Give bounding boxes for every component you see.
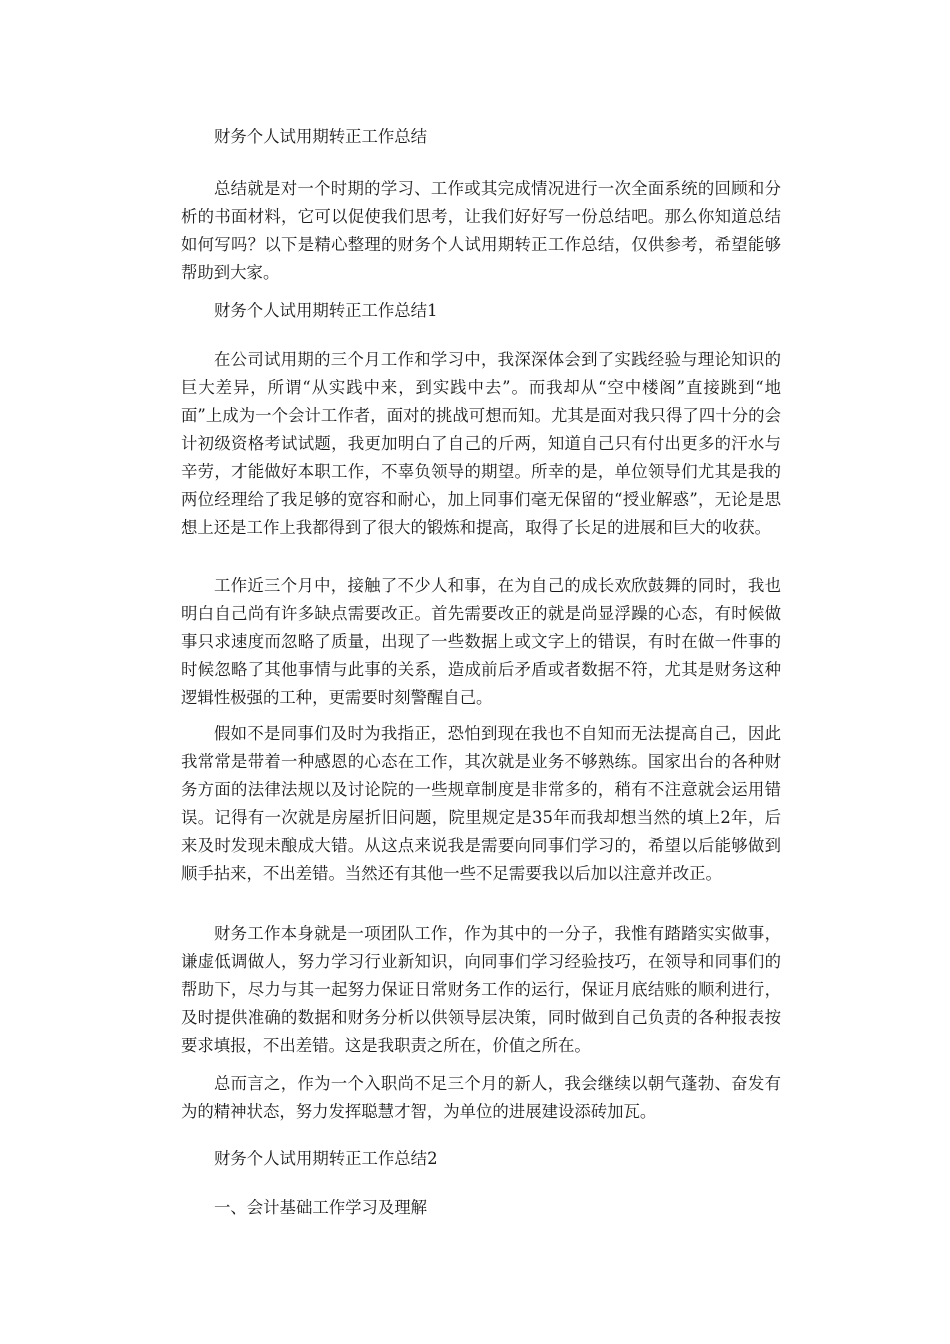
intro-paragraph: 总结就是对一个时期的学习、工作或其完成情况进行一次全面系统的回顾和分析的书面材料，它可以促使我们思考，让我们好好写一份总结吧。那么你知道总结如何写吗？以下是精心整理的财务个人试用期转正工作总结，仅供参考，希望能够帮助到大家。: [181, 179, 781, 282]
section-2-title: 财务个人试用期转正工作总结2: [214, 1149, 438, 1168]
section-1-title: 财务个人试用期转正工作总结1: [214, 301, 438, 320]
document-page: [181, 0, 781, 1344]
section-1-paragraph-4: 财务工作本身就是一项团队工作，作为其中的一分子，我惟有踏踏实实做事，谦虚低调做人，努力学习行业新知识，向同事们学习经验技巧，在领导和同事们的帮助下，尽力与其一起努力保证日常财务工作的运行，保证月底结账的顺利进行，及时提供准确的数据和财务分析以供领导层决策，同时做到自己负责的各种报表按要求填报，不出差错。这是我职责之所在，价值之所在。: [181, 924, 781, 1055]
section-1-paragraph-3: 假如不是同事们及时为我指正，恐怕到现在我也不自知而无法提高自己，因此我常常是带着一种感恩的心态在工作，其次就是业务不够熟练。国家出台的各种财务方面的法律法规以及讨论院的一些规章制度是非常多的，稍有不注意就会运用错误。记得有一次就是房屋折旧问题，院里规定是35年而我却想当然的填上2年，后来及时发现未酿成大错。从这点来说我是需要向同事们学习的，希望以后能够做到顺手拈来，不出差错。当然还有其他一些不足需要我以后加以注意并改正。: [181, 724, 781, 883]
section-1-paragraph-1: 在公司试用期的三个月工作和学习中，我深深体会到了实践经验与理论知识的巨大差异，所谓“从实践中来，到实践中去”。而我却从“空中楼阁”直接跳到“地面”上成为一个会计工作者，面对的挑战可想而知。尤其是面对我只得了四十分的会计初级资格考试试题，我更加明白了自己的斤两，知道自己只有付出更多的汗水与辛劳，才能做好本职工作，不辜负领导的期望。所幸的是，单位领导们尤其是我的两位经理给了我足够的宽容和耐心，加上同事们毫无保留的“授业解惑”，无论是思想上还是工作上我都得到了很大的锻炼和提高，取得了长足的进展和巨大的收获。: [181, 350, 781, 537]
section-1-paragraph-2: 工作近三个月中，接触了不少人和事，在为自己的成长欢欣鼓舞的同时，我也明白自己尚有许多缺点需要改正。首先需要改正的就是尚显浮躁的心态，有时候做事只求速度而忽略了质量，出现了一些数据上或文字上的错误，有时在做一件事的时候忽略了其他事情与此事的关系，造成前后矛盾或者数据不符，尤其是财务这种逻辑性极强的工种，更需要时刻警醒自己。: [181, 576, 781, 707]
document-title: 财务个人试用期转正工作总结: [214, 127, 428, 146]
section-1-paragraph-5: 总而言之，作为一个入职尚不足三个月的新人，我会继续以朝气蓬勃、奋发有为的精神状态，努力发挥聪慧才智，为单位的进展建设添砖加瓦。: [181, 1074, 781, 1121]
section-2-heading-1: 一、会计基础工作学习及理解: [214, 1198, 428, 1217]
